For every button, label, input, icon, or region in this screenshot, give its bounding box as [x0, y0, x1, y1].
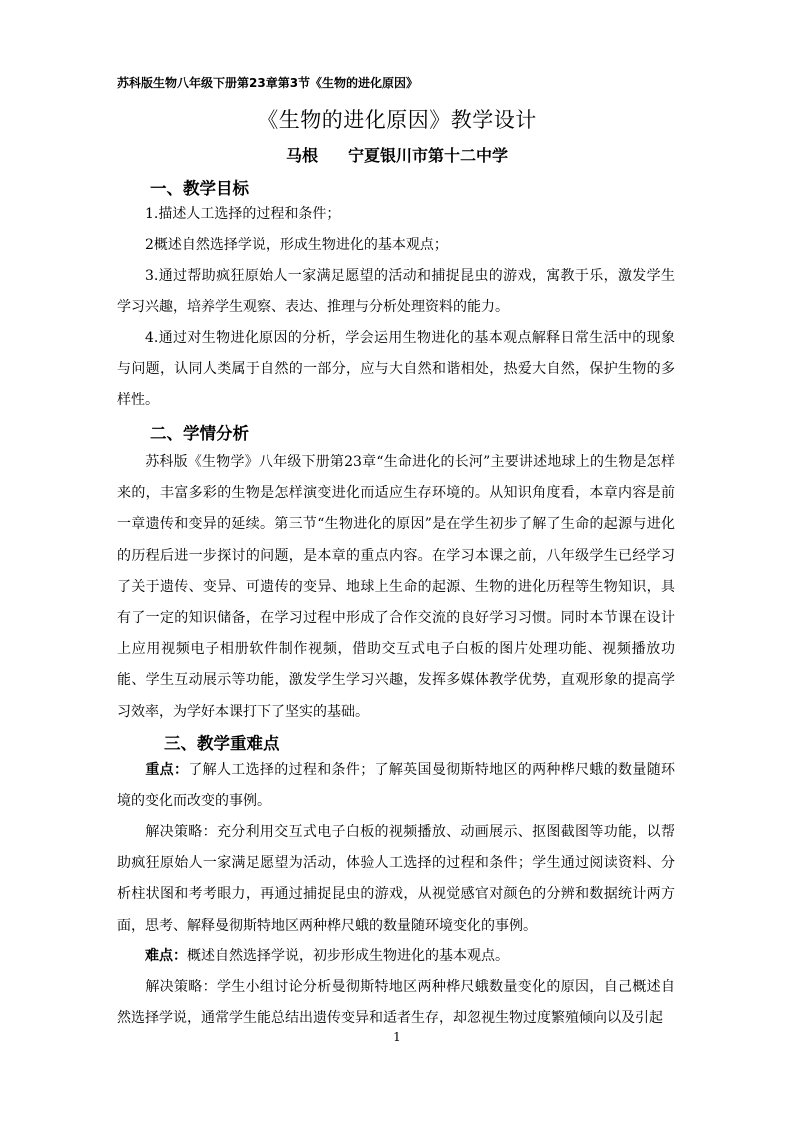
document-header: 苏科版生物八年级下册第23章第3节《生物的进化原因》 — [117, 76, 419, 90]
goal-item-1: 1.描述人工选择的过程和条件； — [145, 206, 341, 222]
difficult-point-paragraph: 难点：概述自然选择学说，初步形成生物进化的基本观点。 — [145, 948, 509, 964]
author-school: 宁夏银川市第十二中学 — [348, 146, 509, 165]
author-name: 马根 — [285, 146, 318, 165]
goal-item-3: 3.通过帮助疯狂原始人一家满足愿望的活动和捕捉昆虫的游戏，寓教于乐，激发学生学习兴趣，培养学生观察、表达、推理与分析处理资料的能力。 — [117, 268, 675, 316]
section-heading-analysis: 二、学情分析 — [150, 424, 249, 443]
strategy-1-paragraph: 解决策略：充分利用交互式电子白板的视频播放、动画展示、抠图截图等功能，以帮助疯狂原始人一家满足愿望为活动，体验人工选择的过程和条件；学生通过阅读资料、分析柱状图和考考眼力，再通过捕捉昆虫的游戏，从视觉感官对颜色的分辨和数据统计两方面，思考、解释曼彻斯特地区两种桦尺蛾的数量随环境变化的事例。 — [117, 824, 676, 934]
strategy-1-label: 解决策略： — [145, 824, 217, 840]
goal-item-2: 2概述自然选择学说，形成生物进化的基本观点； — [145, 237, 448, 253]
key-point-paragraph: 重点：了解人工选择的过程和条件；了解英国曼彻斯特地区的两种桦尺蛾的数量随环境的变化而改变的事例。 — [117, 762, 676, 810]
author-line — [0, 143, 794, 166]
section-heading-key-points: 三、教学重难点 — [164, 734, 280, 753]
page-number: 1 — [393, 1030, 401, 1044]
section-heading-goals: 一、教学目标 — [150, 179, 249, 198]
strategy-2-label: 解决策略： — [145, 979, 217, 995]
strategy-2-paragraph: 解决策略：学生小组讨论分析曼彻斯特地区两种桦尺蛾数量变化的原因，自己概述自然选择学说，通常学生能总结出遗传变异和适者生存，却忽视生物过度繁殖倾向以及引起 — [117, 979, 676, 1027]
goal-item-4: 4.通过对生物进化原因的分析，学会运用生物进化的基本观点解释日常生活中的现象与问题，认同人类属于自然的一部分，应与大自然和谐相处，热爱大自然，保护生物的多样性。 — [117, 330, 675, 409]
difficult-point-label: 难点： — [145, 948, 187, 964]
analysis-paragraph: 苏科版《生物学》八年级下册第23章“生命进化的长河”主要讲述地球上的生物是怎样来的，丰富多彩的生物是怎样演变进化而适应生存环境的。从知识角度看，本章内容是前一章遗传和变异的延续。第三节“生物进化的原因”是在学生初步了解了生命的起源与进化的历程后进一步探讨的问题，是本章的重点内容。在学习本课之前，八年级学生已经学习了关于遗传、变异、可遗传的变异、地球上生命的起源、生物的进化历程等生物知识，具有了一定的知识储备，在学习过程中形成了合作交流的良好学习习惯。同时本节课在设计上应用视频电子相册软件制作视频，借助交互式电子白板的图片处理功能、视频播放功能、学生互动展示等功能，激发学生学习兴趣，发挥多媒体教学优势，直观形象的提高学习效率，为学好本课打下了坚实的基础。 — [117, 454, 675, 720]
key-point-label: 重点： — [145, 762, 189, 778]
document-title: 《生物的进化原因》教学设计 — [257, 108, 537, 132]
